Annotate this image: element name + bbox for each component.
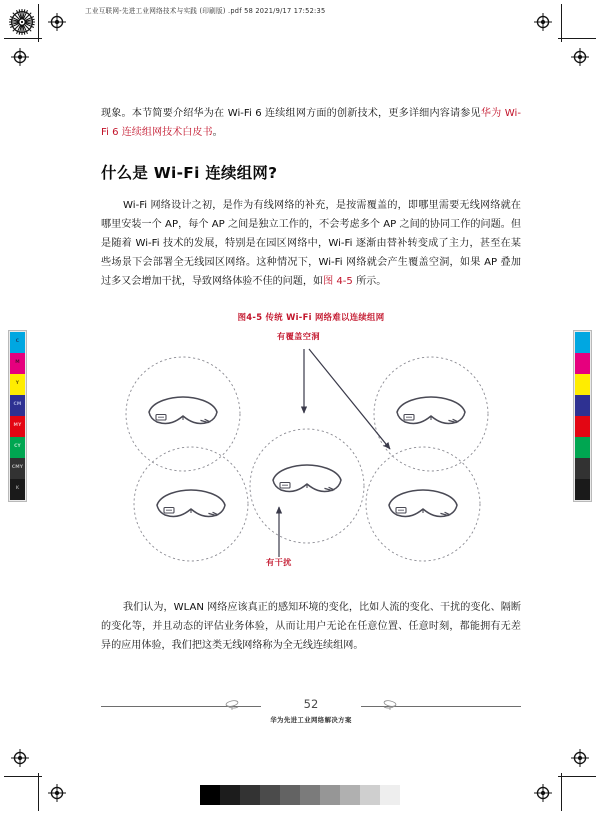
paragraph-conclusion: 我们认为，WLAN 网络应该真正的感知环境的变化，比如人流的变化、干扰的变化、隔断的变化等，并且动态的评估业务体验，从而让用户无论在任意位置、任意时刻，都能拥有无差异的应用体验，我们把这类无线网络称为全无线连续组网。 [101, 602, 521, 651]
color-swatch-m [575, 353, 590, 374]
gray-step-3 [260, 785, 280, 805]
crop-mark-bottom-left-horizontal [4, 776, 42, 777]
color-swatch-label: MY [13, 423, 22, 429]
color-swatch-cm [10, 395, 25, 416]
page-content-bottom [101, 598, 521, 655]
figure-caption: 图4-5 传统 Wi-Fi 网络难以连续组网 [237, 312, 385, 322]
registration-mark-bottom-left [48, 784, 66, 802]
crop-mark-top-right-vertical [561, 4, 562, 42]
registration-mark-top-right [534, 13, 552, 31]
color-swatch-k [575, 479, 590, 500]
color-swatch-label: CY [14, 444, 21, 450]
starburst-target-icon [8, 8, 36, 36]
grayscale-calibration-ramp [200, 785, 400, 805]
paragraph-main [101, 196, 521, 291]
color-swatch-k [10, 479, 25, 500]
paragraph-main-tail: 所示。 [352, 276, 387, 288]
ap-device-bottom-left [157, 490, 225, 516]
paragraph-intro-period: 。 [212, 127, 223, 138]
footer-imprint: 华为先进工业网络解决方案 [270, 716, 352, 724]
crop-mark-bottom-right-vertical [561, 773, 562, 811]
figure-block [101, 311, 521, 579]
color-swatch-label: K [15, 486, 20, 492]
color-swatch-my [575, 416, 590, 437]
document-header-info: 工业互联网-先进工业网络技术与实践 (印刷版) .pdf 58 2021/9/17 17:52:35 [85, 7, 326, 15]
registration-mark-right-lower [571, 749, 589, 767]
gray-step-7 [340, 785, 360, 805]
crop-mark-top-left-vertical [38, 4, 39, 42]
gray-step-8 [360, 785, 380, 805]
page-content [101, 104, 521, 291]
crop-mark-bottom-right-horizontal [558, 776, 596, 777]
ap-device-bottom-right [389, 490, 457, 516]
crop-mark-bottom-left-vertical [38, 773, 39, 811]
page-number: 52 [303, 697, 319, 711]
figure-label-coverage-hole: 有覆盖空洞 [277, 331, 320, 341]
color-swatch-cy [10, 437, 25, 458]
color-swatch-cmy [10, 458, 25, 479]
color-swatch-label: C [15, 339, 20, 345]
crop-mark-top-right-horizontal [558, 38, 596, 39]
gray-step-1 [220, 785, 240, 805]
footer-rule [101, 697, 521, 712]
registration-mark-left-lower [11, 749, 29, 767]
color-calibration-bar-left [8, 330, 27, 502]
whitepaper-reference-link[interactable]: 华为 Wi-Fi 6 连续组网技术白皮书 [101, 108, 521, 138]
color-swatch-cmy [575, 458, 590, 479]
paragraph-intro-text: 现象。本节简要介绍华为在 Wi-Fi 6 连续组网方面的创新技术，更多详细内容请参见 [101, 108, 481, 119]
color-swatch-cm [575, 395, 590, 416]
color-calibration-bar-right [573, 330, 592, 502]
footer-ornament-left-icon [223, 696, 243, 708]
figure-label-interference: 有干扰 [266, 557, 292, 567]
figure-cross-reference[interactable]: 图 4-5 [323, 276, 353, 288]
ap-device-top-right [397, 397, 465, 423]
registration-mark-top-left [48, 13, 66, 31]
color-swatch-y [10, 374, 25, 395]
color-swatch-c [10, 332, 25, 353]
gray-step-2 [240, 785, 260, 805]
footer-ornament-right-icon [379, 696, 399, 708]
figure-diagram [101, 329, 521, 579]
color-swatch-label: M [15, 360, 20, 366]
color-swatch-label: Y [15, 381, 20, 387]
paragraph-intro [101, 104, 521, 142]
ap-device-top-left [149, 397, 217, 423]
color-swatch-label: CM [13, 402, 22, 408]
registration-mark-bottom-right [534, 784, 552, 802]
gray-step-9 [380, 785, 400, 805]
gray-step-0 [200, 785, 220, 805]
color-swatch-my [10, 416, 25, 437]
gray-step-6 [320, 785, 340, 805]
color-swatch-c [575, 332, 590, 353]
gray-step-4 [280, 785, 300, 805]
paragraph-main-text: Wi-Fi 网络设计之初，是作为有线网络的补充，是按需覆盖的，即哪里需要无线网络就在哪里安装一个 AP，每个 AP 之间是独立工作的，不会考虑多个 AP 之间的协同工作的问题。但是随着 Wi-Fi 技术的发展，特别是在园区网络中，Wi-Fi 逐渐由替补转变成了主力，甚至在某些场景下会部署全无线园区网络。这种情况下，Wi-Fi 网络就会产生覆盖空洞，如果 AP 叠加过多又会增加干扰，导致网络体验不佳的问题，如 [101, 200, 521, 288]
page-footer [101, 697, 521, 724]
ap-device-bottom-center [273, 465, 341, 491]
gray-step-5 [300, 785, 320, 805]
color-swatch-cy [575, 437, 590, 458]
color-swatch-m [10, 353, 25, 374]
arrow-coverage-hole-diagonal [309, 349, 390, 449]
crop-mark-top-left-horizontal [4, 38, 42, 39]
color-swatch-y [575, 374, 590, 395]
registration-mark-right-upper [571, 48, 589, 66]
color-swatch-label: CMY [11, 465, 24, 471]
section-heading: 什么是 Wi-Fi 连续组网? [101, 164, 278, 182]
registration-mark-left-upper [11, 48, 29, 66]
